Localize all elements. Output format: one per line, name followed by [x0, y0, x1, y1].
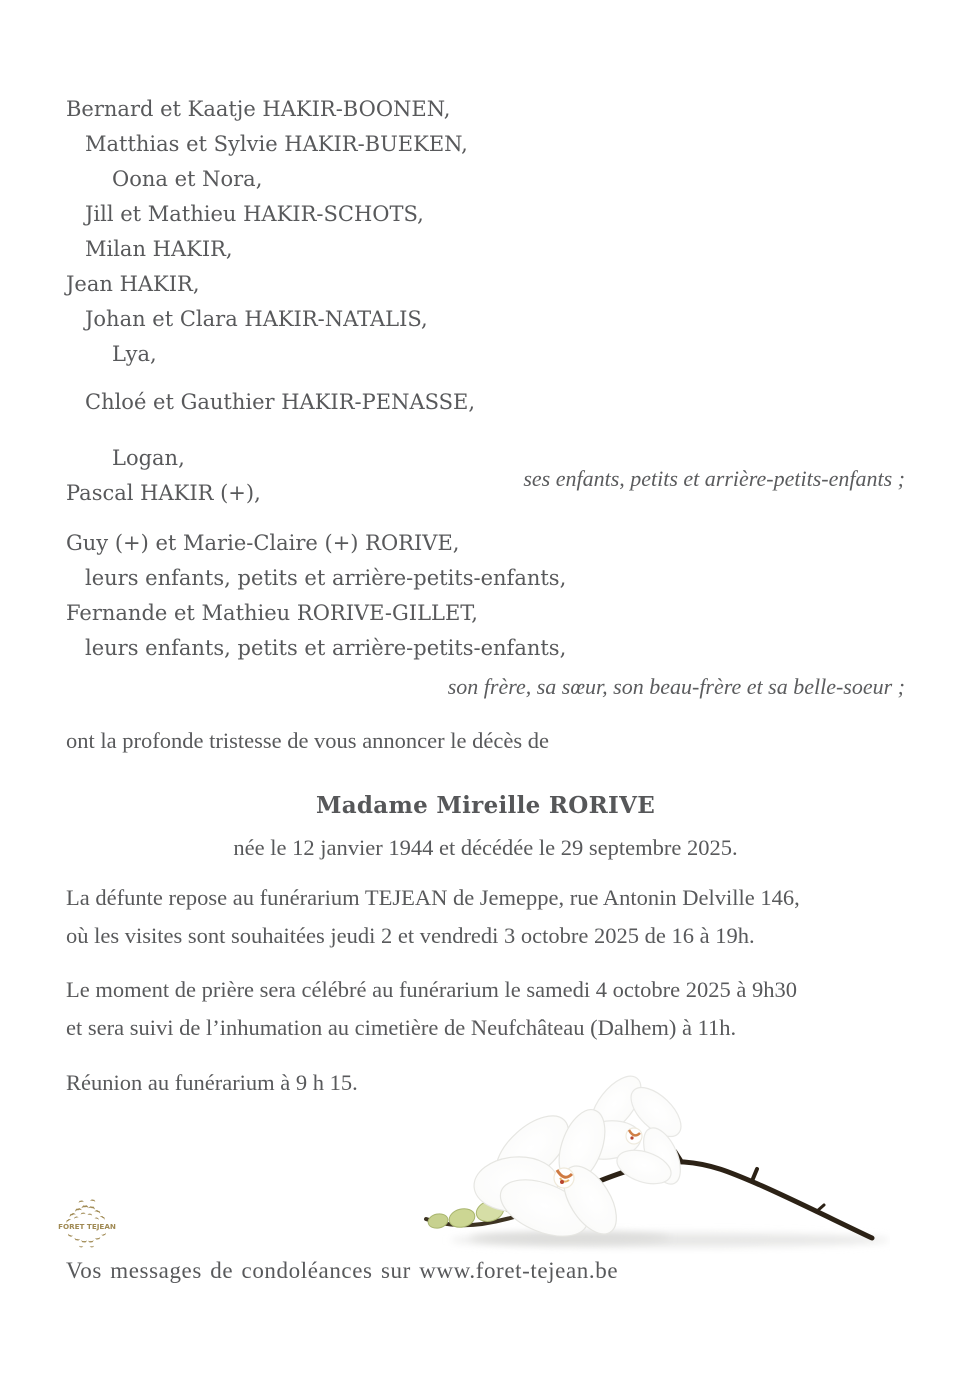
family-line: Bernard et Kaatje HAKIR-BOONEN, [66, 97, 451, 121]
paragraph-priere [66, 971, 905, 1047]
family-line: Oona et Nora, [112, 167, 263, 191]
orchid-flower-lower [472, 1103, 627, 1247]
family-line: Guy (+) et Marie-Claire (+) RORIVE, [66, 531, 460, 555]
family-list-children [66, 92, 905, 511]
deceased-dates: née le 12 janvier 1944 et décédée le 29 septembre 2025. [233, 835, 738, 860]
family-line: Logan, [112, 446, 185, 470]
deceased-name: Madame Mireille RORIVE [315, 792, 656, 819]
logo-text: FORET TEJEAN [58, 1222, 116, 1231]
paragraph-reunion: Réunion au funérarium à 9 h 15. [66, 1070, 358, 1095]
paragraph-line: La défunte repose au funérarium TEJEAN de Jemeppe, rue Antonin Delville 146, [66, 885, 800, 910]
condolences-line: Vos messages de condoléances sur www.foret-tejean.be [66, 1258, 619, 1283]
relation-note-children: ses enfants, petits et arrière-petits-enfants ; [523, 466, 905, 491]
family-line-row [66, 466, 905, 511]
relation-note-siblings: son frère, sa sœur, son beau-frère et sa belle-soeur ; [447, 674, 905, 699]
family-line: leurs enfants, petits et arrière-petits-enfants, [85, 636, 567, 660]
family-line: Jill et Mathieu HAKIR-SCHOTS, [85, 202, 424, 226]
announcement-text: ont la profonde tristesse de vous annoncer le décès de [66, 728, 549, 753]
funeral-home-logo [56, 1194, 118, 1260]
family-line: Pascal HAKIR (+), [66, 481, 261, 505]
paragraph-line: où les visites sont souhaitées jeudi 2 et vendredi 3 octobre 2025 de 16 à 19h. [66, 923, 755, 948]
family-line: Chloé et Gauthier HAKIR-PENASSE, [85, 390, 476, 414]
family-list-siblings [66, 526, 905, 704]
family-line: leurs enfants, petits et arrière-petits-enfants, [85, 566, 567, 590]
family-line: Lya, [112, 342, 157, 366]
family-line: Milan HAKIR, [85, 237, 233, 261]
paragraph-repose [66, 879, 905, 955]
family-line: Johan et Clara HAKIR-NATALIS, [85, 307, 428, 331]
paragraph-line: et sera suivi de l’inhumation au cimetière de Neufchâteau (Dalhem) à 11h. [66, 1015, 737, 1040]
family-line: Matthias et Sylvie HAKIR-BUEKEN, [85, 132, 468, 156]
orchid-image [420, 1072, 890, 1254]
paragraph-line: Le moment de prière sera célébré au funérarium le samedi 4 octobre 2025 à 9h30 [66, 977, 797, 1002]
family-line: Jean HAKIR, [66, 272, 200, 296]
family-line: Fernande et Mathieu RORIVE-GILLET, [66, 601, 478, 625]
